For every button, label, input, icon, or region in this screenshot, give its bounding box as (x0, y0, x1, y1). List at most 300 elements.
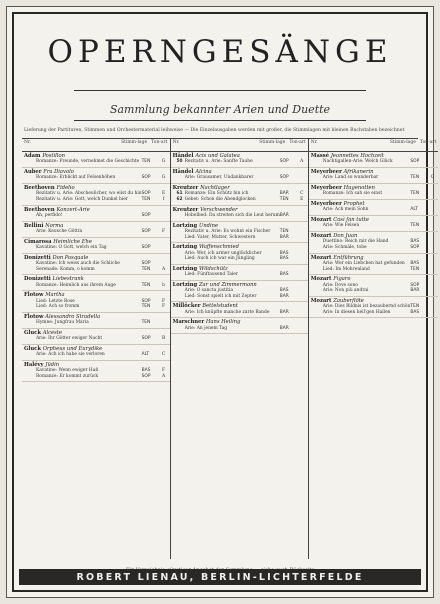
voice-type: TEN (141, 282, 151, 288)
catalog-entry (22, 168, 170, 184)
musical-key: f (162, 197, 165, 202)
composer-name: Meyerbeer (310, 169, 342, 175)
composer-name: Adam (24, 153, 41, 159)
composer-name: Mozart (310, 233, 332, 239)
composer-name: Kreutzer (172, 185, 199, 191)
catalog-column (22, 139, 171, 559)
aria-number: 50 (176, 159, 183, 165)
composer-name: Gluck (24, 329, 41, 336)
musical-key: C (161, 352, 166, 358)
voice-type: BAR (279, 213, 289, 218)
aria-title: Lied: Auch ich war ein Jüngling (184, 256, 255, 262)
voice-type: TEN (410, 191, 420, 197)
catalog-entry (22, 152, 170, 168)
aria-number (24, 175, 36, 181)
musical-key (428, 310, 436, 316)
composer-name: Beethoven (24, 185, 55, 191)
aria-number (173, 235, 185, 241)
opera-title: Heimliche Ehe (53, 238, 92, 245)
composer-name: Donizetti (24, 254, 51, 261)
musical-key (298, 272, 306, 278)
aria-number (311, 207, 323, 213)
composer-name: Meyerbeer (310, 185, 342, 191)
header-no: Nr. (172, 140, 180, 145)
header-no: Nr. (24, 140, 32, 145)
catalog-entry (309, 200, 439, 216)
musical-key (298, 326, 306, 332)
catalog-entry (309, 275, 439, 297)
voice-type: SOP (279, 159, 289, 165)
column-header (309, 139, 439, 152)
aria-line (24, 374, 168, 380)
aria-number (24, 229, 36, 235)
aria-line (173, 175, 306, 181)
voice-type: BAS (410, 309, 420, 315)
voice-type: SOP (141, 175, 151, 181)
aria-number (173, 326, 185, 332)
composer-name: Cimarosa (24, 238, 52, 245)
header-voice: Stimm-lage (389, 140, 416, 145)
composer-name: Lortzing (172, 222, 198, 229)
title-rule-bottom (74, 120, 366, 121)
aria-title: Arie: Ihr Götter ewiger Nacht (36, 336, 103, 342)
musical-key (298, 213, 306, 219)
opera-title: Hans Heiling (205, 319, 241, 326)
aria-number (173, 272, 185, 278)
aria-title: Arie: Schmäle, tobe (322, 245, 367, 250)
aria-title: Duettino: Reich mir die Hand (322, 239, 389, 245)
opera-title: Jüdin (45, 361, 60, 368)
composer-name: Kreutzer (172, 206, 199, 213)
voice-type: BAS (279, 256, 289, 262)
catalog-entry (171, 265, 308, 281)
voice-type: TEN (141, 304, 151, 310)
musical-key: F (162, 304, 166, 310)
aria-number (173, 256, 185, 262)
aria-number (24, 352, 36, 358)
aria-title: Romanze: Heimlich aus ihrem Auge (36, 282, 116, 288)
aria-line (311, 310, 437, 316)
catalog-column (309, 139, 439, 559)
opera-title: Alessandro Stradella (45, 313, 101, 320)
opera-title: Konzert-Arie (56, 206, 90, 213)
composer-name: Mozart (310, 297, 332, 304)
composer-name: Donizetti (24, 276, 51, 283)
composer-name: Bellini (24, 222, 44, 229)
composer-name: Halévy (24, 361, 44, 368)
opera-title: Don Juan (333, 233, 358, 239)
musical-key (298, 235, 306, 241)
aria-number (24, 320, 36, 326)
aria-number (311, 175, 323, 181)
composer-name: Millöcker (172, 303, 201, 310)
musical-key: A (300, 159, 304, 165)
catalog-entry (22, 313, 170, 329)
opera-title: Bettelstudent (202, 303, 238, 310)
aria-title: Romanze: Erblickt auf Felsenhöhen (36, 175, 116, 181)
aria-number: 61 (176, 191, 183, 197)
aria-title: Arie: Ach mein Sohn (322, 207, 369, 213)
header-voice: Stimm-lage (259, 140, 286, 145)
musical-key (160, 320, 168, 326)
aria-line (173, 294, 306, 300)
voice-type: SOP (410, 159, 420, 165)
catalog-entry (22, 184, 170, 206)
voice-type: BAR (279, 234, 289, 240)
catalog-entry (22, 206, 170, 222)
aria-line (24, 320, 168, 326)
opera-title: Figaro (333, 276, 351, 283)
catalog-entry (309, 216, 439, 232)
voice-type: SOP (141, 213, 151, 218)
voice-type: TEN (410, 223, 420, 229)
voice-type: SOP (141, 245, 151, 250)
musical-key (428, 207, 436, 213)
composer-name: Händel (172, 153, 194, 159)
aria-line (311, 267, 437, 273)
opera-title: Jeannettes Hochzeit (330, 153, 384, 159)
musical-key (428, 223, 436, 229)
musical-key: A (161, 373, 166, 379)
catalog-entry (309, 184, 439, 200)
voice-type: SOP (141, 336, 151, 342)
aria-title: Arie: In diesen heil'gen Hallen (322, 309, 391, 315)
column-header (22, 139, 170, 152)
aria-title: Lied: Sonst spielt ich mit Zepter (184, 293, 257, 299)
aria-title: Romanze: Er kommt zurück (36, 373, 99, 379)
aria-line (24, 336, 168, 342)
aria-title: Lied: Im Mohrenland (322, 266, 370, 272)
voice-type: BAR (279, 293, 289, 299)
aria-number (24, 213, 36, 219)
aria-title: Romanze: Ein Schütz bin ich (184, 191, 249, 197)
aria-title: Arie: An jenem Tag (184, 325, 228, 331)
catalog-entry (171, 152, 308, 168)
voice-type: SOP (141, 298, 151, 304)
catalog-entry (22, 345, 170, 361)
opera-title: Acis und Galatea (195, 153, 240, 159)
aria-title: Hobellied: Da streiten sich die Leut herum (184, 213, 280, 218)
opera-title: Fidelio (56, 185, 75, 191)
aria-line (173, 326, 306, 332)
aria-number (173, 213, 185, 219)
aria-line (173, 159, 306, 165)
voice-type: TEN (410, 266, 420, 272)
opera-title: Fra Diavolo (43, 169, 74, 175)
aria-title: Lied: Vater, Mutter, Schwestern (184, 234, 256, 240)
voice-type: SOP (410, 282, 420, 288)
aria-line (24, 213, 168, 219)
composer-name: Marschner (172, 319, 205, 326)
musical-key: F (162, 368, 166, 374)
publisher-banner: ROBERT LIENAU, BERLIN-LICHTERFELDE (19, 569, 421, 585)
aria-line (24, 175, 168, 181)
aria-line (24, 352, 168, 358)
voice-type: BAS (410, 239, 420, 245)
aria-title: Arie: Dies Bildnis ist bezaubernd schön (322, 304, 411, 310)
musical-key (298, 294, 306, 300)
composer-name: Lortzing (172, 281, 198, 288)
catalog-entry (22, 238, 170, 254)
aria-line (24, 245, 168, 251)
musical-key: F (162, 298, 166, 304)
aria-title: Arie: Grausamer, Undankbarer (184, 175, 254, 181)
aria-title: Romanze: Freunde, vernehmet die Geschichte (36, 159, 140, 165)
musical-key: G (430, 175, 435, 181)
aria-title: Arie: Dove sono (322, 282, 358, 288)
aria-title: Kavatine: Ich weiss auch die Schliche (36, 261, 120, 266)
aria-number (24, 374, 36, 380)
aria-number (311, 191, 323, 197)
aria-line (173, 197, 306, 203)
aria-title: Arie: Land so wunderbar (322, 175, 379, 181)
musical-key (428, 245, 436, 251)
catalog-entry (309, 297, 439, 319)
aria-number (24, 245, 36, 251)
aria-number (311, 245, 323, 251)
aria-number (24, 304, 36, 310)
aria-line (311, 245, 437, 251)
catalog-entry (22, 329, 170, 345)
header-note: Lieferung der Partituren, Stimmen und Orchestermaterial leihweise — Die Einzelausgaben werden mit großer, die Stimmlagen mit kleinen Buchstaben bezeichnet (24, 128, 405, 133)
catalog-entry (171, 318, 308, 334)
catalog-entry (171, 222, 308, 244)
aria-line (311, 288, 437, 294)
aria-line (311, 175, 437, 181)
aria-title: Nachtigallen-Arie: Welch Glück (322, 159, 393, 165)
aria-line (173, 213, 306, 219)
opera-title: Nachtlager (200, 185, 230, 191)
voice-type: SOP (141, 373, 151, 379)
catalog-entry (171, 281, 308, 303)
aria-line (311, 159, 437, 165)
catalog-entry (22, 291, 170, 313)
aria-line (24, 159, 168, 165)
catalog-entry (171, 302, 308, 318)
catalog-columns (22, 138, 437, 559)
header-key: Ton-art (151, 140, 168, 145)
opera-title: Alcina (195, 169, 212, 175)
composer-name: Flotow (24, 292, 44, 299)
aria-title: Rezitativ u. Arie: Sanfte Taube (184, 159, 253, 165)
aria-title: Romanze: Ich sah sie einst (322, 191, 383, 197)
aria-number (24, 267, 36, 273)
title-rule-top (74, 90, 366, 91)
sheet-music-cover (6, 6, 437, 598)
header-key: Ton-art (419, 140, 437, 145)
opera-title: Liebestrank (52, 276, 84, 283)
voice-type: TEN (141, 159, 151, 165)
aria-title: Ah, perfido! (36, 213, 63, 218)
musical-key: B (161, 336, 166, 342)
aria-number: 62 (176, 197, 183, 202)
aria-title: Arie: Non più andrai (322, 288, 369, 294)
musical-key: G (161, 175, 166, 181)
aria-title: Gebet: Schon die Abendglocken (184, 197, 256, 202)
voice-type: BAS (279, 272, 289, 278)
aria-line (311, 191, 437, 197)
composer-name: Mozart (310, 217, 332, 223)
voice-type: TEN (279, 197, 289, 202)
composer-name: Massé (310, 153, 330, 159)
header-key: Ton-art (289, 140, 306, 145)
musical-key (160, 213, 168, 219)
composer-name: Lortzing (172, 265, 198, 272)
voice-type: ALT (141, 352, 150, 358)
musical-key (428, 267, 436, 273)
aria-number (173, 310, 185, 316)
musical-key (298, 310, 306, 316)
musical-key (428, 191, 436, 197)
column-header (171, 139, 308, 152)
voice-type: SOP (141, 229, 151, 234)
aria-line (311, 207, 437, 213)
aria-title: Hymne: Jungfrau Maria (36, 320, 89, 326)
opera-title: Così fan tutte (333, 217, 369, 223)
catalog-entry (171, 168, 308, 184)
page-title: OPERNGESÄNGE (47, 34, 393, 70)
voice-type: SOP (410, 245, 420, 250)
aria-title: Arie: Ach ich habe sie verloren (36, 352, 105, 358)
catalog-entry (309, 168, 439, 184)
aria-number (311, 223, 323, 229)
opera-title: Norma (45, 222, 64, 229)
composer-name: Gluck (24, 345, 41, 352)
aria-number (24, 159, 36, 165)
catalog-entry (309, 152, 439, 168)
voice-type: TEN (279, 229, 289, 234)
page-subtitle: Sammlung bekannter Arien und Duette (109, 103, 331, 116)
opera-title: Prophet (343, 201, 365, 207)
opera-title: Undine (198, 222, 219, 229)
opera-title: Zauberflöte (333, 297, 364, 304)
catalog-column (171, 139, 309, 559)
voice-type: BAS (279, 250, 289, 256)
voice-type: SOP (279, 175, 289, 181)
composer-name: Mozart (310, 254, 332, 261)
voice-type: BAS (279, 288, 289, 294)
composer-name: Auber (24, 169, 42, 175)
musical-key (298, 256, 306, 262)
musical-key (298, 175, 306, 181)
musical-key: F (162, 229, 166, 234)
aria-title: Serenade: Komm, o komm (36, 266, 95, 272)
composer-name: Flotow (24, 313, 44, 320)
opera-title: Alceste (42, 329, 62, 336)
catalog-entry (22, 222, 170, 238)
aria-number (173, 175, 185, 181)
aria-line (173, 235, 306, 241)
aria-line (24, 229, 168, 235)
aria-line (173, 272, 306, 278)
header-no: Nr. (310, 140, 318, 145)
aria-number (24, 336, 36, 342)
aria-title: Arie: Wie Felsen (322, 223, 360, 229)
opera-title: Zar und Zimmermann (198, 281, 257, 288)
catalog-entry (22, 275, 170, 291)
aria-line (24, 283, 168, 289)
aria-line (173, 310, 306, 316)
catalog-entry (22, 361, 170, 383)
musical-key: b (162, 282, 165, 288)
aria-title: Arie: O sancta justitia (184, 288, 234, 294)
voice-type: SOP (141, 261, 151, 266)
catalog-entry (309, 254, 439, 276)
voice-type: TEN (410, 304, 420, 310)
aria-line (173, 256, 306, 262)
catalog-entry (171, 243, 308, 265)
voice-type: BAR (279, 309, 289, 315)
voice-type: TEN (410, 175, 420, 181)
composer-name: Lortzing (172, 244, 198, 251)
aria-title: Kavatine: O Gott, welch ein Tag (36, 245, 107, 250)
voice-type: BAS (410, 261, 420, 266)
aria-number (24, 283, 36, 289)
opera-title: Hugenotten (343, 185, 375, 191)
voice-type: BAR (279, 191, 289, 197)
aria-title: Rezitativ u. Arie: Es wohnt ein Fischer (184, 229, 271, 234)
voice-type: BAR (279, 325, 289, 331)
musical-key: G (161, 159, 166, 165)
header-voice: Stimm-lage (121, 140, 148, 145)
opera-title: Postillon (42, 153, 65, 159)
aria-title: Rezitativ u. Arie: Abscheulicher, wo eilst du hin (36, 191, 142, 197)
opera-title: Orpheus und Eurydike (42, 345, 103, 352)
aria-line (311, 223, 437, 229)
cover-frame (12, 12, 437, 592)
musical-key (428, 159, 436, 165)
aria-title: Arie: Ich knüpfte manche zarte Bande (184, 309, 270, 315)
musical-key (428, 288, 436, 294)
catalog-entry (22, 254, 170, 276)
musical-key: A (161, 266, 166, 272)
opera-title: Waffenschmied (198, 244, 239, 251)
opera-title: Verschwender (200, 206, 238, 213)
aria-number (311, 267, 323, 273)
aria-title: Lied: Ach so fromm (36, 304, 80, 310)
aria-title: Arie: Wer ein Liebchen hat gefunden (322, 261, 405, 266)
aria-title: Lied: Letzte Rose (36, 298, 75, 304)
musical-key (160, 245, 168, 251)
voice-type: TEN (141, 266, 151, 272)
voice-type: TEN (141, 320, 151, 326)
voice-type: SOP (141, 191, 151, 197)
opera-title: Wildschütz (198, 265, 228, 272)
opera-title: Don Pasquale (52, 254, 89, 261)
musical-key: C (300, 191, 304, 197)
aria-title: Arie: Keusche Göttin (36, 229, 83, 234)
aria-line (24, 197, 168, 203)
voice-type: TEN (141, 197, 151, 202)
catalog-entry (171, 184, 308, 206)
voice-type: ALT (410, 207, 418, 213)
musical-key: E (300, 197, 304, 202)
aria-number (311, 310, 323, 316)
composer-name: Meyerbeer (310, 201, 342, 207)
aria-number (173, 294, 185, 300)
aria-number (311, 288, 323, 294)
aria-title: Lied: Fünftausend Taler (184, 272, 238, 278)
aria-line (24, 267, 168, 273)
aria-title: Rezitativ u. Arie: Gott, welch Dunkel hier (36, 197, 128, 202)
musical-key: E (161, 191, 166, 197)
aria-title: Kavatine: Wenn ewiger Haß (36, 368, 99, 374)
catalog-entry (171, 206, 308, 222)
opera-title: Entführung (333, 254, 364, 261)
composer-name: Beethoven (24, 206, 55, 213)
aria-number (24, 197, 36, 203)
composer-name: Mozart (310, 276, 332, 283)
